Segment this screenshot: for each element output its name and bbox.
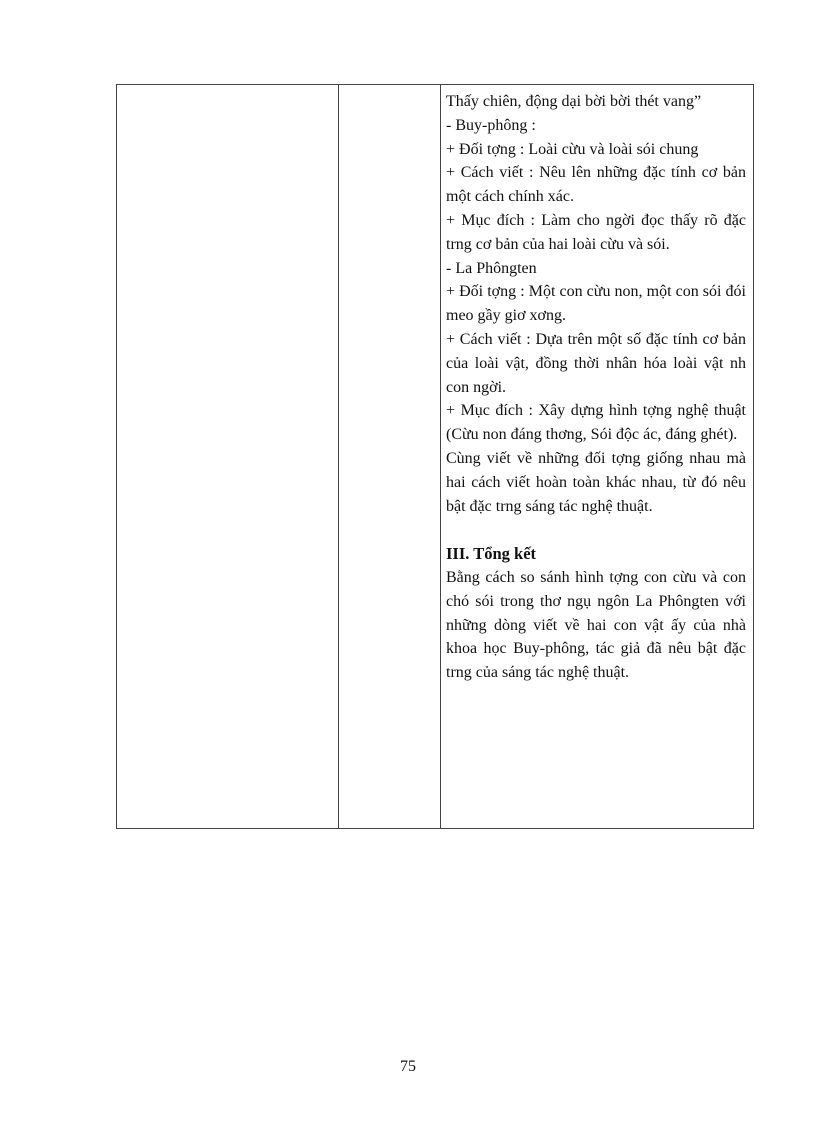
paragraph-doi-tuong-1: + Đối tợng : Loài cừu và loài sói chung bbox=[446, 140, 699, 158]
paragraph-buy-phong: - Buy-phông : bbox=[446, 116, 536, 134]
paragraph-muc-dich-1: + Mục đích : Làm cho ngời đọc thấy rõ đặc trng cơ bản của hai loài cừu và sói. bbox=[446, 211, 746, 253]
paragraph-conclusion: Cùng viết về những đối tợng giống nhau mà hai cách viết hoàn toàn khác nhau, từ đó nêu bật đặc trng sáng tác nghệ thuật. bbox=[446, 449, 746, 515]
table-column-divider-2 bbox=[440, 85, 441, 828]
page-number: 75 bbox=[400, 1058, 416, 1075]
paragraph-summary: Bằng cách so sánh hình tợng con cừu và con chó sói trong thơ ngụ ngôn La Phôngten với những dòng viết về hai con vật ấy của nhà khoa học Buy-phông, tác giả đã nêu bật đặc trng của sáng tác nghệ thuật. bbox=[446, 568, 746, 682]
paragraph-spacer bbox=[446, 518, 746, 542]
paragraph-cach-viet-2: + Cách viết : Dựa trên một số đặc tính cơ bản của loài vật, đồng thời nhân hóa loài vật nh con ngời. bbox=[446, 330, 746, 396]
section-heading: III. Tổng kết bbox=[446, 544, 537, 564]
paragraph-muc-dich-2: + Mục đích : Xây dựng hình tợng nghệ thuật (Cừu non đáng thơng, Sói độc ác, đáng ghét). bbox=[446, 402, 746, 444]
paragraph-line-1: Thấy chiên, động dại bời bời thét vang” bbox=[446, 93, 702, 110]
paragraph-la-phongten: - La Phôngten bbox=[446, 259, 537, 277]
table-column-divider-1 bbox=[338, 85, 339, 828]
paragraph-doi-tuong-2: + Đối tợng : Một con cừu non, một con sói đói meo gầy giơ xơng. bbox=[446, 283, 746, 325]
table-cell-content bbox=[446, 90, 746, 685]
paragraph-cach-viet-1: + Cách viết : Nêu lên những đặc tính cơ bản một cách chính xác. bbox=[446, 164, 746, 206]
